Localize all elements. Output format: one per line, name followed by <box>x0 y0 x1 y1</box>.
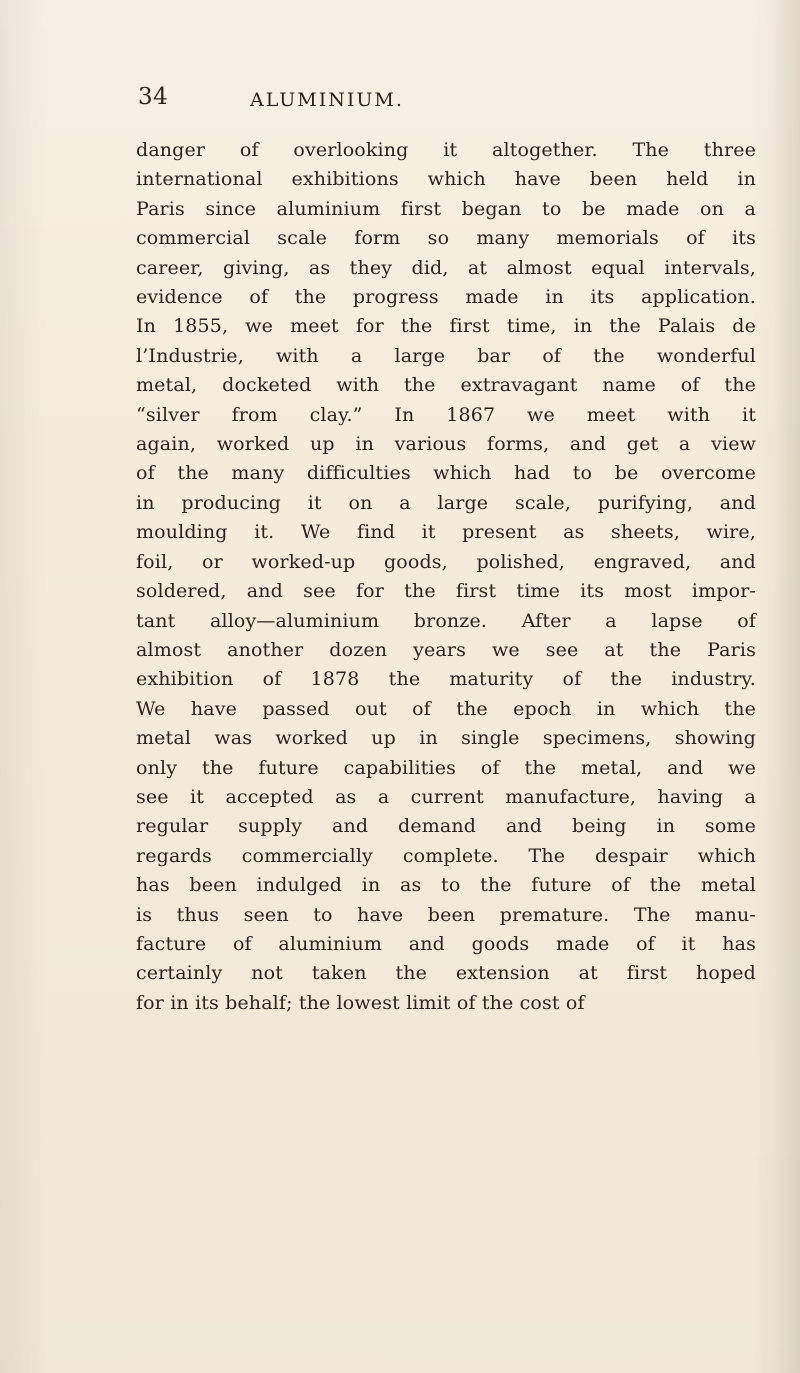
body-text <box>136 136 756 1018</box>
running-head: ALUMINIUM. <box>250 89 404 111</box>
text-line: l’Industrie, with a large bar of the wonderful <box>136 344 756 367</box>
text-line: metal, docketed with the extravagant name of the <box>136 374 756 397</box>
text-line: in producing it on a large scale, purifying, and <box>136 491 756 514</box>
text-line: “silver from clay.” In 1867 we meet with it <box>136 403 756 426</box>
text-line: see it accepted as a current manufacture, having a <box>136 785 756 808</box>
text-line: is thus seen to have been premature. The manu- <box>136 903 756 926</box>
text-line: Paris since aluminium first began to be made on a <box>136 197 756 220</box>
text-line: certainly not taken the extension at first hoped <box>136 962 756 985</box>
text-line: only the future capabilities of the metal, and we <box>136 756 756 779</box>
text-line: for in its behalf; the lowest limit of the cost of <box>136 991 585 1014</box>
text-line: of the many difficulties which had to be overcome <box>136 462 756 485</box>
text-line: In 1855, we meet for the first time, in the Palais de <box>136 315 756 338</box>
text-line: moulding it. We find it present as sheets, wire, <box>136 521 756 544</box>
text-line: commercial scale form so many memorials of its <box>136 227 756 250</box>
page-header <box>138 83 753 113</box>
text-line: has been indulged in as to the future of the metal <box>136 874 756 897</box>
text-line: again, worked up in various forms, and get a view <box>136 433 756 456</box>
text-line: international exhibitions which have been held in <box>136 168 756 191</box>
text-line: exhibition of 1878 the maturity of the industry. <box>136 668 756 691</box>
text-line: foil, or worked-up goods, polished, engraved, and <box>136 550 756 573</box>
page-number: 34 <box>138 84 169 110</box>
text-line: We have passed out of the epoch in which the <box>136 697 756 720</box>
text-line: danger of overlooking it altogether. The three <box>136 139 756 161</box>
text-line: evidence of the progress made in its application. <box>136 286 756 309</box>
text-line: career, giving, as they did, at almost equal intervals, <box>136 256 756 279</box>
page-edge-shadow <box>774 0 800 1373</box>
text-line: regards commercially complete. The despair which <box>136 844 756 867</box>
text-line: facture of aluminium and goods made of it has <box>136 932 756 955</box>
text-line: soldered, and see for the first time its most impor- <box>136 580 756 603</box>
text-line: regular supply and demand and being in some <box>136 815 756 838</box>
text-line: almost another dozen years we see at the Paris <box>136 638 756 661</box>
text-line: metal was worked up in single specimens, showing <box>136 727 756 750</box>
text-line: tant alloy—aluminium bronze. After a lapse of <box>136 609 756 632</box>
